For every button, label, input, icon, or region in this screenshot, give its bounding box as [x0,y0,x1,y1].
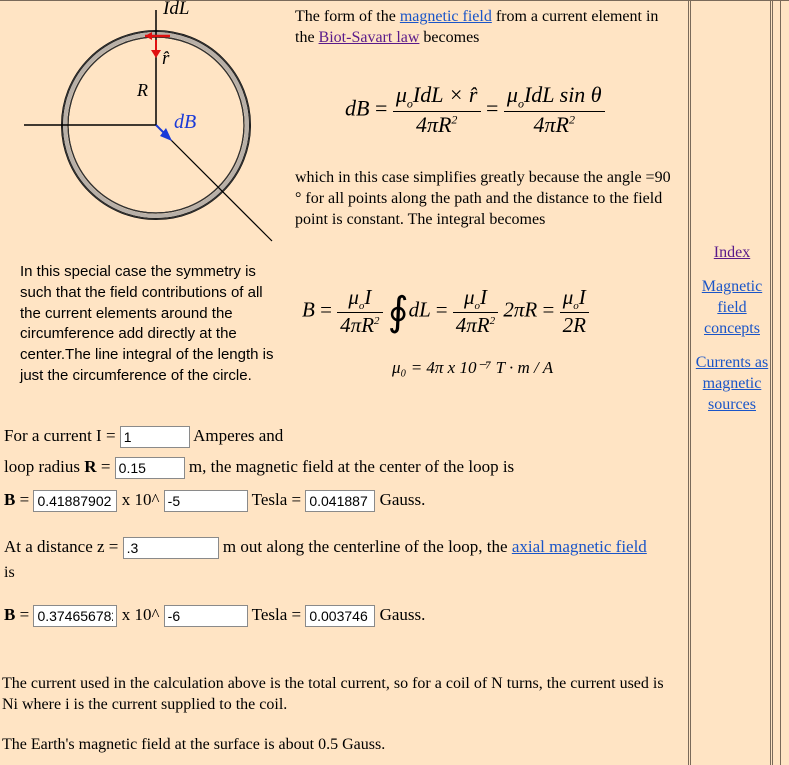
sidebar-divider-edge [780,0,782,765]
sidebar-divider-right [770,0,773,765]
radius-input[interactable] [115,457,185,479]
simplification-text: which in this case simplifies greatly because the angle =90 ° for all points along the path and the distance to the field point is constant. The integral becomes [295,169,671,228]
sidebar-link-magnetic-field-concepts[interactable]: Magnetic field concepts [701,278,763,337]
center-field-gauss[interactable] [305,490,375,512]
sidebar-link-currents-as-magnetic-sources[interactable]: Currents as magnetic sources [695,354,769,413]
biot-savart-equation: dB = $\frac{\mu_oIdL \times r̂}{4\pi R^2}$ = $\frac{\mu_oIdL \sin \theta}{4\pi R^2}$ [345,82,605,138]
axial-field-link[interactable]: axial magnetic field [511,537,647,556]
intro-text: The form of the magnetic field from a current element in the Biot-Savart law becomes [295,8,659,46]
sidebar [694,0,770,428]
sidebar-link-index[interactable]: Index [713,244,751,261]
symmetry-explanation: In this special case the symmetry is such that the field contributions of all the current elements around the circumference add directly at the center.The line integral of the length is just the circumference of the circle. [20,263,274,384]
distance-row: At a distance z = .3 m out along the centerline of the loop, the axial magnetic field [4,537,647,559]
label-rhat: r̂ [162,48,170,69]
current-loop-diagram [0,0,290,250]
radius-row: loop radius R = 0.15 m, the magnetic field at the center of the loop is [4,457,514,479]
current-row: For a current I = 1 Amperes and [4,426,283,448]
distance-row-is: is [4,564,15,581]
loop-center-equation: B = $\frac{\mu_oI}{4\pi R^2}$ ∮dL = $\frac{\mu_oI}{4\pi R^2}$ 2πR = $\frac{\mu_oI}{2R}$ [302,285,589,338]
axial-field-gauss[interactable] [305,605,375,627]
earth-field-note: The Earth's magnetic field at the surface is about 0.5 Gauss. [2,736,386,753]
center-field-exponent[interactable] [164,490,248,512]
label-db: dB [174,111,197,133]
label-r: R [137,80,148,100]
sidebar-divider [688,0,691,765]
center-field-mantissa[interactable] [33,490,117,512]
center-field-row: B = 0.41887902 x 10^ -5 Tesla = 0.041887 Gauss. [4,490,425,512]
axial-field-exponent[interactable] [164,605,248,627]
mu0-constant: μ₀ = 4π x 10⁻⁷ T · m / A [392,358,554,377]
magnetic-field-link[interactable]: magnetic field [399,8,492,25]
axial-field-row: B = 0.374656782 x 10^ -6 Tesla = 0.003746 Gauss. [4,605,425,627]
axial-field-mantissa[interactable] [33,605,117,627]
biot-savart-link[interactable]: Biot-Savart law [318,29,420,46]
label-idl: IdL [163,0,190,19]
current-input[interactable] [120,426,190,448]
distance-input[interactable] [123,537,219,559]
total-current-note: The current used in the calculation above is the total current, so for a coil of N turns, the current used is Ni where i is the current supplied to the coil. [2,675,664,713]
